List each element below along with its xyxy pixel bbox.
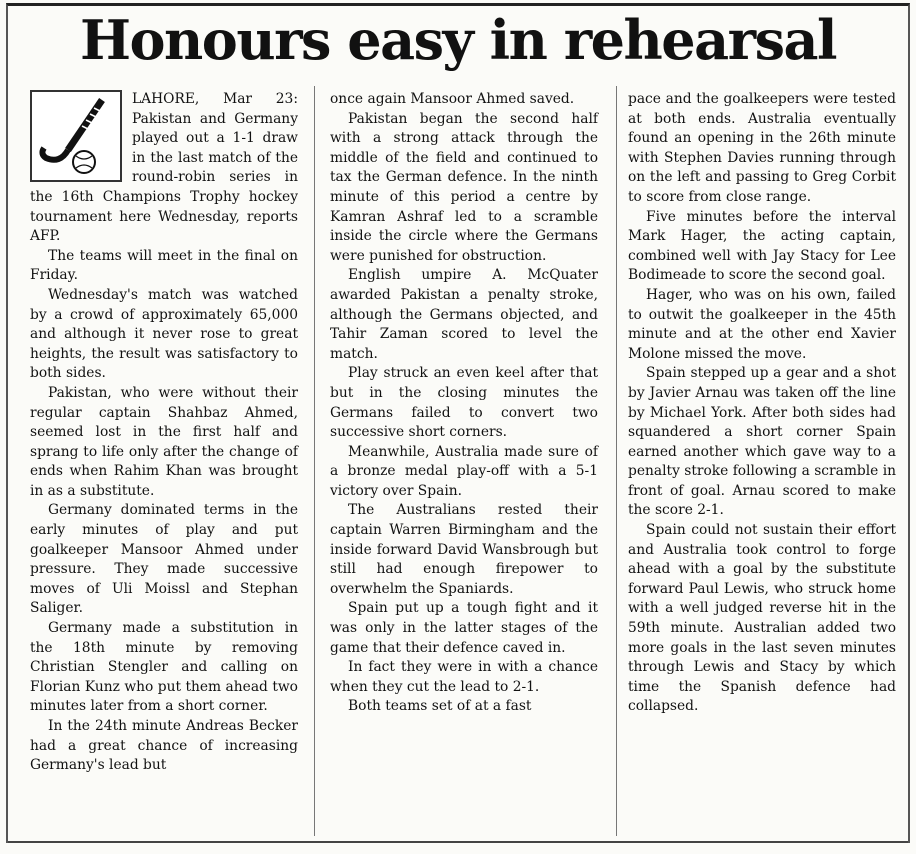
paragraph: Germany dominated terms in the early minutes of play and put goalkeeper Mansoor Ahmed under pressure. They made successive moves of Uli Moissl and Stephan Saliger. [30,502,298,617]
paragraph: Pakistan, who were without their regular captain Shahbaz Ahmed, seemed lost in the first half and sprang to life only after the change of ends when Rahim Khan was brought in as a substitute. [30,384,298,499]
paragraph: Hager, who was on his own, failed to outwit the goalkeeper in the 45th minute and at the other end Xavier Molone missed the move. [628,286,896,362]
headline: Honours easy in rehearsal [80,8,836,72]
article-column-2 [330,90,598,717]
paragraph: Five minutes before the interval Mark Hager, the acting captain, combined well with Jay Stacy for Lee Bodimeade to score the second goal. [628,208,896,284]
paragraph: Both teams set of at a fast [348,698,532,715]
column-divider [616,86,617,836]
paragraph: pace and the goalkeepers were tested at both ends. Australia eventually found an opening in the 26th minute with Stephen Davies running through on the left and passing to Greg Corbit to score from close range. [628,91,896,205]
article-body [8,78,908,840]
paragraph: The teams will meet in the final on Friday. [30,247,298,284]
paragraph: The Australians rested their captain Warren Birmingham and the inside forward David Wansbrough but still had enough firepower to overwhelm the Spaniards. [330,502,598,597]
paragraph: Wednesday's match was watched by a crowd of approximately 65,000 and although it never rose to great heights, the result was satisfactory to both sides. [30,286,298,382]
newspaper-clipping [6,3,910,843]
paragraph: once again Mansoor Ahmed saved. [330,91,575,107]
paragraph: Play struck an even keel after that but in the closing minutes the Germans failed to convert two successive short corners. [330,365,598,441]
paragraph: English umpire A. McQuater awarded Pakistan a penalty stroke, although the Germans objected, and Tahir Zaman scored to level the match. [330,267,598,362]
paragraph: Meanwhile, Australia made sure of a bronze medal play-off with a 5-1 victory over Spain. [330,443,598,499]
bottom-border [8,841,908,843]
paragraph: In fact they were in with a chance when they cut the lead to 2-1. [330,659,598,695]
article-column-1 [30,90,298,776]
hockey-stick-and-ball-icon [30,90,122,182]
paragraph: In the 24th minute Andreas Becker had a great chance of increasing Germany's lead but [30,718,298,774]
article-column-3 [628,90,896,717]
paragraph: Spain could not sustain their effort and Australia took control to forge ahead with a goal by the substitute forward Paul Lewis, who struck home with a well judged reverse hit in the 59th minute. Australian added two more goals in the last seven minutes through Lewis and Stacy by which time the Spanish defence had collapsed. [628,522,896,715]
column-divider [314,86,315,836]
paragraph: Pakistan and Germany played out a 1-1 draw in the last match of the round-robin series in the 16th Champions Trophy hockey tournament here Wednesday, reports AFP. [30,110,298,245]
dateline: LAHORE, Mar 23: [132,91,298,107]
paragraph: Spain stepped up a gear and a shot by Javier Arnau was taken off the line by Michael York. After both sides had squandered a short corner Spain earned another which gave way to a penalty stroke following a scramble in front of goal. Arnau scored to make the score 2-1. [628,365,896,519]
paragraph: Spain put up a tough fight and it was only in the latter stages of the game that their defence caved in. [330,600,598,656]
paragraph: Germany made a substitution in the 18th minute by removing Christian Stengler and calling on Florian Kunz who put them ahead two minutes later from a short corner. [30,620,298,715]
paragraph: Pakistan began the second half with a strong attack through the middle of the field and continued to tax the German defence. In the ninth minute of this period a centre by Kamran Ashraf led to a scramble inside the circle where the Germans were punished for obstruction. [330,110,598,264]
